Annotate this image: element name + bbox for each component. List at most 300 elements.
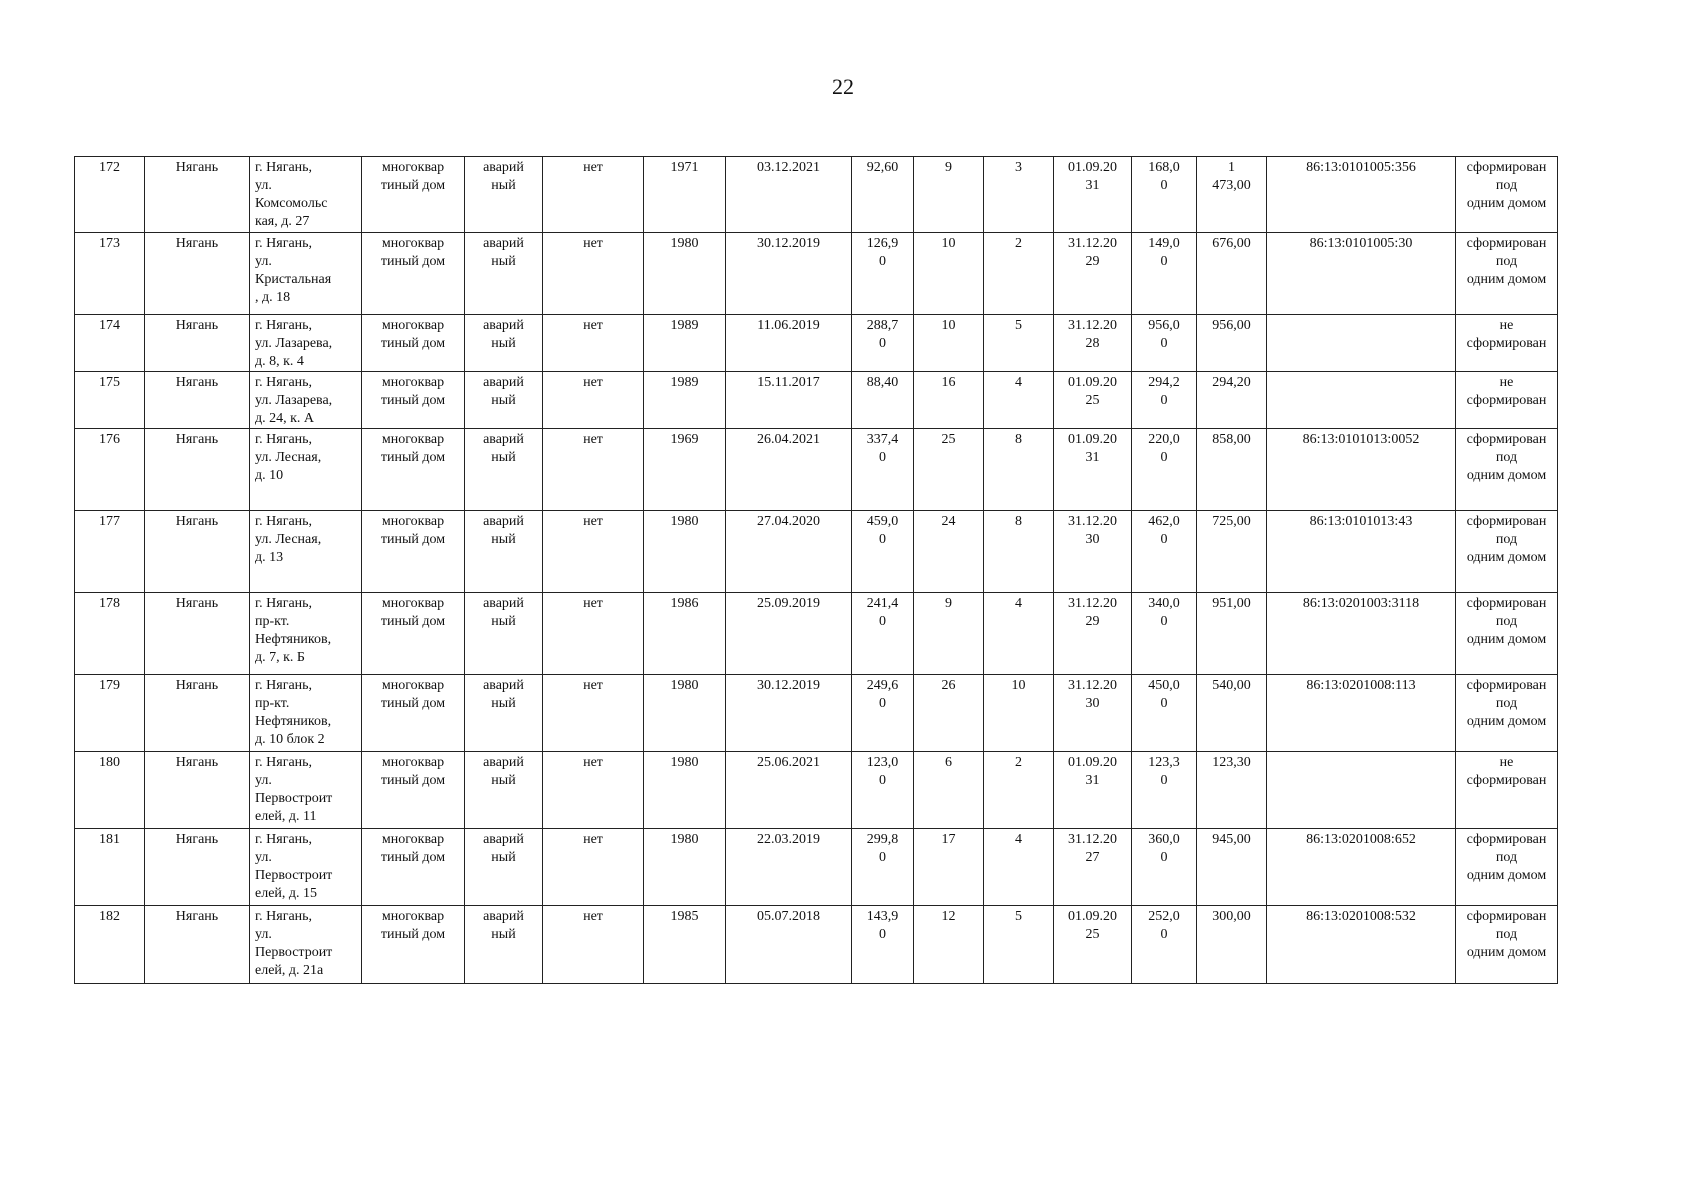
cell-deadline <box>1054 511 1132 593</box>
cell-land-status <box>1456 906 1558 984</box>
cell-land-status-line: сформирован под <box>1466 596 1547 629</box>
cell-land-status-line: не сформирован <box>1466 755 1547 788</box>
cell-area-line: 0 <box>879 927 886 942</box>
cell-apartments: 5 <box>984 315 1054 372</box>
page-number: 22 <box>832 74 854 99</box>
cell-address-line: г. Нягань, <box>255 318 313 333</box>
cell-deadline-line: 31 <box>1085 450 1100 465</box>
cell-area-2-line: 220,0 <box>1148 432 1180 447</box>
cell-apartments: 4 <box>984 372 1054 429</box>
cell-land-status <box>1456 429 1558 511</box>
cell-apartments: 2 <box>984 752 1054 829</box>
cell-area-2-line: 0 <box>1160 696 1168 711</box>
cell-number: 176 <box>75 429 145 511</box>
cell-address-line: г. Нягань, <box>255 514 313 529</box>
cell-flag: нет <box>543 752 644 829</box>
cell-deadline <box>1054 675 1132 752</box>
cell-land-status-line: одним домом <box>1466 550 1547 565</box>
cell-land-status-line: сформирован под <box>1466 432 1547 465</box>
cell-house-type-line: многоквар <box>381 318 445 333</box>
cell-house-type-line: многоквар <box>381 755 445 770</box>
cell-house-type-line: тиный дом <box>380 336 446 351</box>
cell-cadastral-number: 86:13:0101013:0052 <box>1267 429 1456 511</box>
table-row <box>75 511 1558 593</box>
cell-house-type-line: многоквар <box>381 678 445 693</box>
cell-residents: 9 <box>914 157 984 233</box>
cell-deadline-line: 31.12.20 <box>1068 514 1117 529</box>
table-body <box>75 157 1558 984</box>
cell-deadline-line: 27 <box>1085 850 1100 865</box>
cell-flag: нет <box>543 233 644 315</box>
cell-area-line: 0 <box>879 850 886 865</box>
cell-residents: 16 <box>914 372 984 429</box>
cell-status <box>465 233 543 315</box>
cell-flag: нет <box>543 429 644 511</box>
cell-year: 1969 <box>644 429 726 511</box>
cell-apartments: 10 <box>984 675 1054 752</box>
cell-area-3 <box>1197 511 1267 593</box>
cell-status <box>465 906 543 984</box>
cell-address-line: ул. Лесная, <box>255 532 322 547</box>
cell-area-2 <box>1132 675 1197 752</box>
cell-area-3 <box>1197 829 1267 906</box>
cell-number: 179 <box>75 675 145 752</box>
cell-house-type-line: тиный дом <box>380 773 446 788</box>
cell-land-status <box>1456 593 1558 675</box>
cell-status <box>465 752 543 829</box>
cell-residents: 9 <box>914 593 984 675</box>
cell-apartments: 4 <box>984 593 1054 675</box>
cell-area-2-line: 0 <box>1160 850 1168 865</box>
cell-area-2-line: 956,0 <box>1148 318 1180 333</box>
cell-area-2 <box>1132 315 1197 372</box>
cell-area-2 <box>1132 429 1197 511</box>
cell-address-line: Первостроит <box>255 791 333 806</box>
cell-area-line: 288,7 <box>866 318 899 333</box>
cell-residents: 25 <box>914 429 984 511</box>
cell-area-3-line: 294,20 <box>1212 375 1251 390</box>
cell-residents: 26 <box>914 675 984 752</box>
cell-year: 1986 <box>644 593 726 675</box>
cell-residents: 10 <box>914 315 984 372</box>
cell-area-2-line: 0 <box>1160 450 1168 465</box>
cell-area-3 <box>1197 157 1267 233</box>
cell-number: 180 <box>75 752 145 829</box>
table-row <box>75 233 1558 315</box>
cell-residents: 12 <box>914 906 984 984</box>
cell-deadline-line: 31.12.20 <box>1068 678 1117 693</box>
cell-residents: 10 <box>914 233 984 315</box>
cell-house-type-line: многоквар <box>381 375 445 390</box>
cell-area <box>852 315 914 372</box>
cell-residents: 17 <box>914 829 984 906</box>
cell-area-3-line: 956,00 <box>1212 318 1251 333</box>
cell-address-line: г. Нягань, <box>255 432 313 447</box>
cell-land-status-line: сформирован под <box>1466 160 1547 193</box>
cell-house-type-line: тиный дом <box>380 614 446 629</box>
cell-address <box>250 315 362 372</box>
cell-recognition-date: 27.04.2020 <box>726 511 852 593</box>
cell-area-3 <box>1197 315 1267 372</box>
cell-cadastral-number: 86:13:0201008:532 <box>1267 906 1456 984</box>
cell-area-2-line: 252,0 <box>1148 909 1180 924</box>
cell-address-line: Первостроит <box>255 868 333 883</box>
cell-area-2-line: 340,0 <box>1148 596 1180 611</box>
cell-area-3-line: 858,00 <box>1212 432 1251 447</box>
cell-address-line: д. 13 <box>255 550 284 565</box>
cell-area-2 <box>1132 593 1197 675</box>
cell-deadline-line: 28 <box>1085 336 1100 351</box>
cell-deadline <box>1054 233 1132 315</box>
cell-area-line: 299,8 <box>866 832 899 847</box>
cell-house-type-line: тиный дом <box>380 850 446 865</box>
cell-status-line: ный <box>491 773 516 788</box>
cell-deadline-line: 31.12.20 <box>1068 596 1117 611</box>
cell-address-line: д. 7, к. Б <box>255 650 305 665</box>
cell-residents: 6 <box>914 752 984 829</box>
cell-address-line: кая, д. 27 <box>255 214 310 229</box>
cell-city: Нягань <box>145 752 250 829</box>
cell-address-line: ул. <box>255 254 272 269</box>
cell-address-line: ул. <box>255 773 272 788</box>
cell-area-3 <box>1197 752 1267 829</box>
cell-status-line: ный <box>491 393 516 408</box>
cell-area-line: 0 <box>879 696 886 711</box>
table-row <box>75 429 1558 511</box>
cell-area <box>852 829 914 906</box>
cell-area-3-line: 473,00 <box>1212 178 1251 193</box>
cell-address-line: ул. Лесная, <box>255 450 322 465</box>
housing-table <box>74 156 1558 984</box>
cell-cadastral-number: 86:13:0201003:3118 <box>1267 593 1456 675</box>
cell-area <box>852 233 914 315</box>
cell-area-line: 0 <box>879 532 886 547</box>
cell-city: Нягань <box>145 315 250 372</box>
cell-address <box>250 593 362 675</box>
cell-status-line: ный <box>491 850 516 865</box>
cell-deadline-line: 31.12.20 <box>1068 236 1117 251</box>
cell-year: 1980 <box>644 675 726 752</box>
cell-area-3-line: 951,00 <box>1212 596 1251 611</box>
cell-land-status-line: не сформирован <box>1466 318 1547 351</box>
table-row <box>75 906 1558 984</box>
cell-address-line: елей, д. 11 <box>255 809 317 824</box>
cell-address-line: д. 10 <box>255 468 284 483</box>
cell-address-line: ул. <box>255 927 272 942</box>
cell-area-2-line: 360,0 <box>1148 832 1180 847</box>
cell-land-status <box>1456 511 1558 593</box>
cell-address-line: г. Нягань, <box>255 909 313 924</box>
cell-number: 177 <box>75 511 145 593</box>
cell-cadastral-number <box>1267 752 1456 829</box>
cell-recognition-date: 15.11.2017 <box>726 372 852 429</box>
cell-apartments: 2 <box>984 233 1054 315</box>
cell-house-type <box>362 157 465 233</box>
cell-deadline <box>1054 157 1132 233</box>
cell-status <box>465 157 543 233</box>
cell-house-type <box>362 511 465 593</box>
cell-land-status-line: одним домом <box>1466 945 1547 960</box>
cell-area <box>852 752 914 829</box>
cell-land-status <box>1456 315 1558 372</box>
cell-flag: нет <box>543 593 644 675</box>
cell-address-line: г. Нягань, <box>255 236 313 251</box>
cell-area-3-line: 540,00 <box>1212 678 1251 693</box>
cell-deadline-line: 25 <box>1085 927 1100 942</box>
cell-deadline-line: 01.09.20 <box>1068 755 1117 770</box>
cell-land-status <box>1456 752 1558 829</box>
cell-area-2-line: 0 <box>1160 532 1168 547</box>
cell-area-3-line: 300,00 <box>1212 909 1251 924</box>
cell-city: Нягань <box>145 429 250 511</box>
cell-cadastral-number <box>1267 372 1456 429</box>
cell-area <box>852 157 914 233</box>
cell-address <box>250 233 362 315</box>
cell-status <box>465 829 543 906</box>
cell-deadline <box>1054 429 1132 511</box>
cell-deadline <box>1054 593 1132 675</box>
cell-flag: нет <box>543 315 644 372</box>
cell-flag: нет <box>543 829 644 906</box>
cell-number: 173 <box>75 233 145 315</box>
cell-land-status-line: одним домом <box>1466 468 1547 483</box>
cell-address-line: г. Нягань, <box>255 832 313 847</box>
cell-deadline-line: 31.12.20 <box>1068 318 1117 333</box>
cell-cadastral-number: 86:13:0101005:356 <box>1267 157 1456 233</box>
cell-deadline <box>1054 829 1132 906</box>
cell-address-line: елей, д. 15 <box>255 886 318 901</box>
cell-house-type <box>362 829 465 906</box>
cell-year: 1989 <box>644 315 726 372</box>
cell-deadline <box>1054 752 1132 829</box>
cell-recognition-date: 30.12.2019 <box>726 675 852 752</box>
cell-status-line: ный <box>491 254 516 269</box>
cell-house-type-line: многоквар <box>381 909 445 924</box>
cell-house-type-line: тиный дом <box>380 696 446 711</box>
cell-land-status-line: одним домом <box>1466 868 1547 883</box>
cell-area-line: 459,0 <box>866 514 899 529</box>
cell-status-line: аварий <box>483 909 524 924</box>
cell-land-status-line: одним домом <box>1466 272 1547 287</box>
cell-area <box>852 675 914 752</box>
cell-land-status-line: сформирован под <box>1466 832 1547 865</box>
cell-area-line: 241,4 <box>866 596 899 611</box>
cell-year: 1971 <box>644 157 726 233</box>
cell-area-3 <box>1197 233 1267 315</box>
cell-address <box>250 752 362 829</box>
cell-area-2-line: 123,3 <box>1148 755 1180 770</box>
cell-address-line: ул. Лазарева, <box>255 393 333 408</box>
cell-area-2-line: 0 <box>1160 393 1168 408</box>
cell-house-type-line: многоквар <box>381 514 445 529</box>
cell-area-3 <box>1197 372 1267 429</box>
cell-area-3 <box>1197 675 1267 752</box>
cell-status-line: ный <box>491 450 516 465</box>
cell-address-line: д. 10 блок 2 <box>255 732 325 747</box>
cell-address <box>250 372 362 429</box>
cell-address-line: г. Нягань, <box>255 678 313 693</box>
cell-area <box>852 593 914 675</box>
cell-status <box>465 429 543 511</box>
cell-deadline-line: 31.12.20 <box>1068 832 1117 847</box>
cell-area-2-line: 450,0 <box>1148 678 1180 693</box>
cell-area-line: 0 <box>879 614 886 629</box>
cell-area-line: 0 <box>879 773 886 788</box>
cell-deadline-line: 30 <box>1085 532 1100 547</box>
cell-status-line: аварий <box>483 596 524 611</box>
cell-deadline <box>1054 315 1132 372</box>
cell-area-2-line: 294,2 <box>1148 375 1180 390</box>
cell-address-line: ул. <box>255 850 272 865</box>
table-row <box>75 829 1558 906</box>
cell-address-line: пр-кт. <box>255 696 290 711</box>
cell-land-status-line: сформирован под <box>1466 678 1547 711</box>
cell-cadastral-number: 86:13:0101013:43 <box>1267 511 1456 593</box>
cell-address-line: Первостроит <box>255 945 333 960</box>
cell-number: 182 <box>75 906 145 984</box>
cell-flag: нет <box>543 157 644 233</box>
cell-cadastral-number: 86:13:0201008:652 <box>1267 829 1456 906</box>
cell-recognition-date: 25.09.2019 <box>726 593 852 675</box>
cell-city: Нягань <box>145 906 250 984</box>
cell-area-2-line: 0 <box>1160 614 1168 629</box>
cell-apartments: 4 <box>984 829 1054 906</box>
cell-area-2 <box>1132 906 1197 984</box>
cell-address-line: г. Нягань, <box>255 160 313 175</box>
cell-address-line: г. Нягань, <box>255 375 313 390</box>
cell-address-line: Нефтяников, <box>255 632 332 647</box>
cell-area-3 <box>1197 593 1267 675</box>
cell-house-type-line: многоквар <box>381 596 445 611</box>
cell-status-line: аварий <box>483 432 524 447</box>
cell-apartments: 5 <box>984 906 1054 984</box>
cell-area-3-line: 725,00 <box>1212 514 1251 529</box>
cell-house-type-line: тиный дом <box>380 450 446 465</box>
cell-cadastral-number: 86:13:0201008:113 <box>1267 675 1456 752</box>
cell-house-type-line: тиный дом <box>380 254 446 269</box>
cell-house-type <box>362 315 465 372</box>
cell-cadastral-number <box>1267 315 1456 372</box>
cell-house-type-line: тиный дом <box>380 927 446 942</box>
cell-status-line: аварий <box>483 375 524 390</box>
cell-house-type <box>362 429 465 511</box>
cell-deadline-line: 29 <box>1085 614 1100 629</box>
cell-cadastral-number: 86:13:0101005:30 <box>1267 233 1456 315</box>
cell-area-line: 249,6 <box>866 678 899 693</box>
cell-house-type-line: тиный дом <box>380 178 446 193</box>
cell-status <box>465 675 543 752</box>
cell-flag: нет <box>543 372 644 429</box>
cell-address <box>250 906 362 984</box>
cell-address <box>250 157 362 233</box>
cell-deadline-line: 01.09.20 <box>1068 432 1117 447</box>
cell-deadline-line: 01.09.20 <box>1068 909 1117 924</box>
table-row <box>75 372 1558 429</box>
cell-area-line: 0 <box>879 254 886 269</box>
cell-house-type-line: многоквар <box>381 236 445 251</box>
cell-status-line: ный <box>491 336 516 351</box>
cell-area-line: 143,9 <box>866 909 899 924</box>
cell-area-2-line: 0 <box>1160 178 1168 193</box>
cell-city: Нягань <box>145 593 250 675</box>
cell-status-line: ный <box>491 696 516 711</box>
cell-apartments: 3 <box>984 157 1054 233</box>
cell-deadline-line: 31 <box>1085 773 1100 788</box>
cell-area-3-line: 123,30 <box>1212 755 1251 770</box>
cell-address-line: пр-кт. <box>255 614 290 629</box>
cell-area-3 <box>1197 429 1267 511</box>
cell-flag: нет <box>543 906 644 984</box>
cell-address-line: , д. 18 <box>255 290 291 305</box>
cell-house-type <box>362 906 465 984</box>
table-row <box>75 593 1558 675</box>
cell-recognition-date: 30.12.2019 <box>726 233 852 315</box>
cell-land-status-line: одним домом <box>1466 714 1547 729</box>
cell-land-status-line: одним домом <box>1466 632 1547 647</box>
cell-house-type-line: тиный дом <box>380 393 446 408</box>
cell-apartments: 8 <box>984 429 1054 511</box>
cell-address-line: Кристальная <box>255 272 332 287</box>
cell-area-2 <box>1132 157 1197 233</box>
cell-status-line: аварий <box>483 236 524 251</box>
cell-status-line: аварий <box>483 160 524 175</box>
cell-land-status-line: сформирован под <box>1466 514 1547 547</box>
cell-house-type <box>362 233 465 315</box>
cell-number: 178 <box>75 593 145 675</box>
cell-area-line: 123,0 <box>866 755 899 770</box>
cell-address-line: Комсомольс <box>255 196 328 211</box>
cell-status <box>465 593 543 675</box>
cell-status <box>465 315 543 372</box>
cell-house-type <box>362 372 465 429</box>
table-row <box>75 157 1558 233</box>
table-row <box>75 675 1558 752</box>
cell-area-2-line: 0 <box>1160 773 1168 788</box>
table-container <box>74 156 1558 984</box>
cell-number: 181 <box>75 829 145 906</box>
cell-year: 1980 <box>644 829 726 906</box>
cell-area-line: 337,4 <box>866 432 899 447</box>
cell-area-2-line: 0 <box>1160 927 1168 942</box>
cell-city: Нягань <box>145 372 250 429</box>
cell-land-status-line: сформирован под <box>1466 909 1547 942</box>
cell-area-2-line: 462,0 <box>1148 514 1180 529</box>
cell-residents: 24 <box>914 511 984 593</box>
cell-area-line: 92,60 <box>866 160 899 175</box>
cell-recognition-date: 05.07.2018 <box>726 906 852 984</box>
cell-area-line: 0 <box>879 336 886 351</box>
table-row <box>75 752 1558 829</box>
cell-area-2 <box>1132 752 1197 829</box>
cell-apartments: 8 <box>984 511 1054 593</box>
cell-status-line: аварий <box>483 755 524 770</box>
cell-land-status <box>1456 829 1558 906</box>
cell-address-line: ул. Лазарева, <box>255 336 333 351</box>
cell-address <box>250 429 362 511</box>
cell-year: 1980 <box>644 752 726 829</box>
cell-deadline-line: 01.09.20 <box>1068 375 1117 390</box>
cell-deadline-line: 01.09.20 <box>1068 160 1117 175</box>
cell-status-line: аварий <box>483 678 524 693</box>
cell-recognition-date: 26.04.2021 <box>726 429 852 511</box>
cell-city: Нягань <box>145 157 250 233</box>
cell-address-line: д. 8, к. 4 <box>255 354 304 369</box>
cell-house-type-line: многоквар <box>381 432 445 447</box>
cell-address-line: ул. <box>255 178 272 193</box>
cell-house-type-line: многоквар <box>381 160 445 175</box>
cell-land-status-line: одним домом <box>1466 196 1547 211</box>
cell-area-line: 88,40 <box>866 375 899 390</box>
